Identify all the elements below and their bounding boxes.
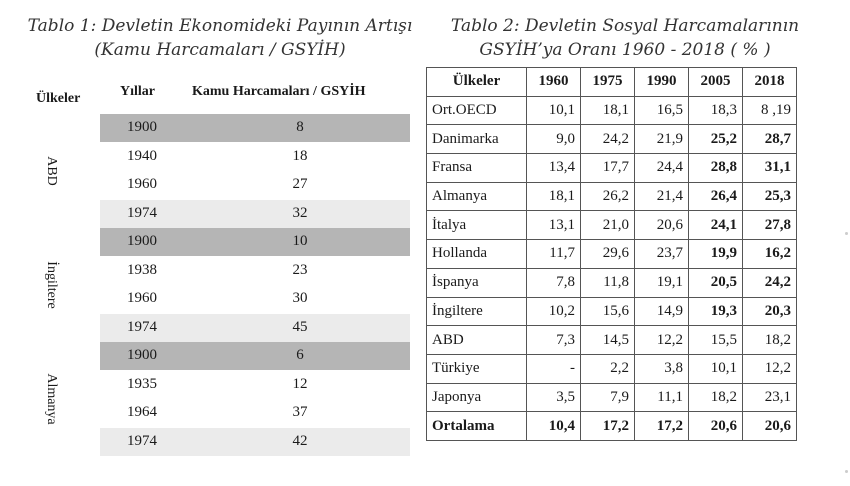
year-cell: 1938 [127, 261, 157, 278]
value-cell: 24,1 [689, 211, 743, 240]
value-cell: 18,2 [743, 326, 797, 355]
value-cell: 12,2 [635, 326, 689, 355]
table-row [100, 399, 410, 427]
value-cell: 17,7 [581, 154, 635, 183]
value-cell: 13,1 [527, 211, 581, 240]
value-cell: 13,4 [527, 154, 581, 183]
year-cell: 1900 [127, 233, 157, 249]
value-cell: 19,9 [689, 240, 743, 269]
year-cell: 1935 [127, 375, 157, 392]
table-row [427, 154, 797, 183]
year-cell: 1974 [127, 432, 157, 449]
value-cell: 17,2 [635, 412, 689, 441]
value-cell: 14,9 [635, 297, 689, 326]
value-cell: 10,2 [527, 297, 581, 326]
year-cell: 1960 [127, 176, 157, 192]
country-cell: İtalya [427, 211, 527, 240]
ratio-cell: 12 [292, 375, 308, 392]
table-row [427, 182, 797, 211]
table-row [100, 285, 410, 313]
scan-artifact-dot [845, 470, 848, 473]
value-cell: 28,7 [743, 125, 797, 154]
ratio-cell: 27 [292, 176, 308, 192]
year-cell: 1900 [127, 347, 157, 363]
value-cell: 20,6 [635, 211, 689, 240]
country-cell: Japonya [427, 383, 527, 412]
public-spending-table [28, 80, 413, 460]
table-row [427, 240, 797, 269]
value-cell: 9,0 [527, 125, 581, 154]
year-column-header: 2005 [689, 68, 743, 97]
table-row [100, 342, 410, 370]
value-cell: 7,9 [581, 383, 635, 412]
table-row [427, 96, 797, 125]
table-row [427, 268, 797, 297]
ratio-cell: 42 [292, 432, 308, 449]
social-spending-table [426, 67, 797, 441]
value-cell: 14,5 [581, 326, 635, 355]
value-cell: 18,1 [527, 182, 581, 211]
table2-caption-subtitle: GSYİH’ya Oranı 1960 - 2018 ( % ) [479, 40, 771, 60]
value-cell: 11,7 [527, 240, 581, 269]
value-cell: 10,1 [527, 96, 581, 125]
year-column-header: 2018 [743, 68, 797, 97]
table-row [100, 171, 410, 199]
value-cell: 24,2 [743, 268, 797, 297]
countries-column-header: Ülkeler [427, 68, 527, 97]
table-row [100, 200, 410, 228]
value-cell: 28,8 [689, 154, 743, 183]
country-cell: Fransa [427, 154, 527, 183]
country-cell: Almanya [427, 182, 527, 211]
ratio-header: Kamu Harcamaları / GSYİH [192, 84, 366, 99]
value-cell: 20,6 [743, 412, 797, 441]
value-cell: 23,1 [743, 383, 797, 412]
value-cell: 16,5 [635, 96, 689, 125]
ratio-cell: 45 [292, 318, 308, 335]
country-label: İngiltere [44, 261, 59, 309]
table-row [427, 297, 797, 326]
value-cell: 19,3 [689, 297, 743, 326]
value-cell: 24,2 [581, 125, 635, 154]
ratio-cell: 23 [292, 261, 308, 278]
value-cell: 7,8 [527, 268, 581, 297]
ratio-cell: 30 [292, 290, 308, 306]
value-cell: 19,1 [635, 268, 689, 297]
country-cell: Ortalama [427, 412, 527, 441]
country-cell: Türkiye [427, 354, 527, 383]
country-cell: İspanya [427, 268, 527, 297]
years-header: Yıllar [120, 84, 155, 99]
value-cell: 18,1 [581, 96, 635, 125]
average-row [427, 412, 797, 441]
country-label: Almanya [44, 373, 59, 425]
value-cell: 7,3 [527, 326, 581, 355]
table-row [427, 211, 797, 240]
country-label: ABD [44, 156, 59, 186]
value-cell: 17,2 [581, 412, 635, 441]
year-cell: 1940 [127, 147, 157, 164]
value-cell: 20,6 [689, 412, 743, 441]
year-column-header: 1960 [527, 68, 581, 97]
value-cell: 2,2 [581, 354, 635, 383]
value-cell: 25,3 [743, 182, 797, 211]
ratio-cell: 37 [292, 404, 308, 420]
table-row [100, 228, 410, 256]
value-cell: 21,0 [581, 211, 635, 240]
table-row [427, 354, 797, 383]
value-cell: 15,6 [581, 297, 635, 326]
country-cell: Danimarka [427, 125, 527, 154]
table-row [427, 383, 797, 412]
ratio-cell: 10 [292, 233, 308, 249]
year-cell: 1964 [127, 404, 157, 420]
value-cell: 8 ,19 [743, 96, 797, 125]
table2-caption [426, 14, 824, 62]
table1-caption-title: Tablo 1: Devletin Ekonomideki Payının Artışı [27, 16, 413, 36]
value-cell: - [527, 354, 581, 383]
value-cell: 29,6 [581, 240, 635, 269]
value-cell: 31,1 [743, 154, 797, 183]
value-cell: 21,9 [635, 125, 689, 154]
table2-caption-title: Tablo 2: Devletin Sosyal Harcamalarının [450, 16, 800, 36]
table-row [427, 326, 797, 355]
value-cell: 20,3 [743, 297, 797, 326]
table-row [100, 371, 410, 399]
table-row [427, 125, 797, 154]
value-cell: 16,2 [743, 240, 797, 269]
value-cell: 3,5 [527, 383, 581, 412]
year-column-header: 1975 [581, 68, 635, 97]
country-cell: ABD [427, 326, 527, 355]
value-cell: 27,8 [743, 211, 797, 240]
ratio-cell: 18 [292, 147, 308, 164]
ratio-cell: 6 [296, 347, 304, 363]
value-cell: 11,8 [581, 268, 635, 297]
value-cell: 18,3 [689, 96, 743, 125]
table-header-row [427, 68, 797, 97]
value-cell: 18,2 [689, 383, 743, 412]
table-row [100, 428, 410, 456]
table-row [100, 143, 410, 171]
value-cell: 20,5 [689, 268, 743, 297]
countries-header: Ülkeler [36, 91, 81, 106]
value-cell: 23,7 [635, 240, 689, 269]
year-cell: 1974 [127, 318, 157, 335]
value-cell: 25,2 [689, 125, 743, 154]
value-cell: 3,8 [635, 354, 689, 383]
country-cell: İngiltere [427, 297, 527, 326]
value-cell: 24,4 [635, 154, 689, 183]
table-row [100, 114, 410, 142]
value-cell: 26,4 [689, 182, 743, 211]
scan-artifact-dot [845, 232, 848, 235]
year-column-header: 1990 [635, 68, 689, 97]
country-cell: Hollanda [427, 240, 527, 269]
table-row [100, 314, 410, 342]
table1-caption-subtitle: (Kamu Harcamaları / GSYİH) [94, 40, 346, 60]
year-cell: 1974 [127, 204, 157, 221]
table1-caption [20, 14, 420, 62]
country-cell: Ort.OECD [427, 96, 527, 125]
year-cell: 1960 [127, 290, 157, 306]
value-cell: 12,2 [743, 354, 797, 383]
ratio-cell: 8 [296, 119, 304, 135]
table-row [100, 257, 410, 285]
year-cell: 1900 [127, 119, 157, 135]
value-cell: 10,4 [527, 412, 581, 441]
value-cell: 10,1 [689, 354, 743, 383]
value-cell: 26,2 [581, 182, 635, 211]
value-cell: 21,4 [635, 182, 689, 211]
ratio-cell: 32 [292, 204, 308, 221]
value-cell: 11,1 [635, 383, 689, 412]
value-cell: 15,5 [689, 326, 743, 355]
